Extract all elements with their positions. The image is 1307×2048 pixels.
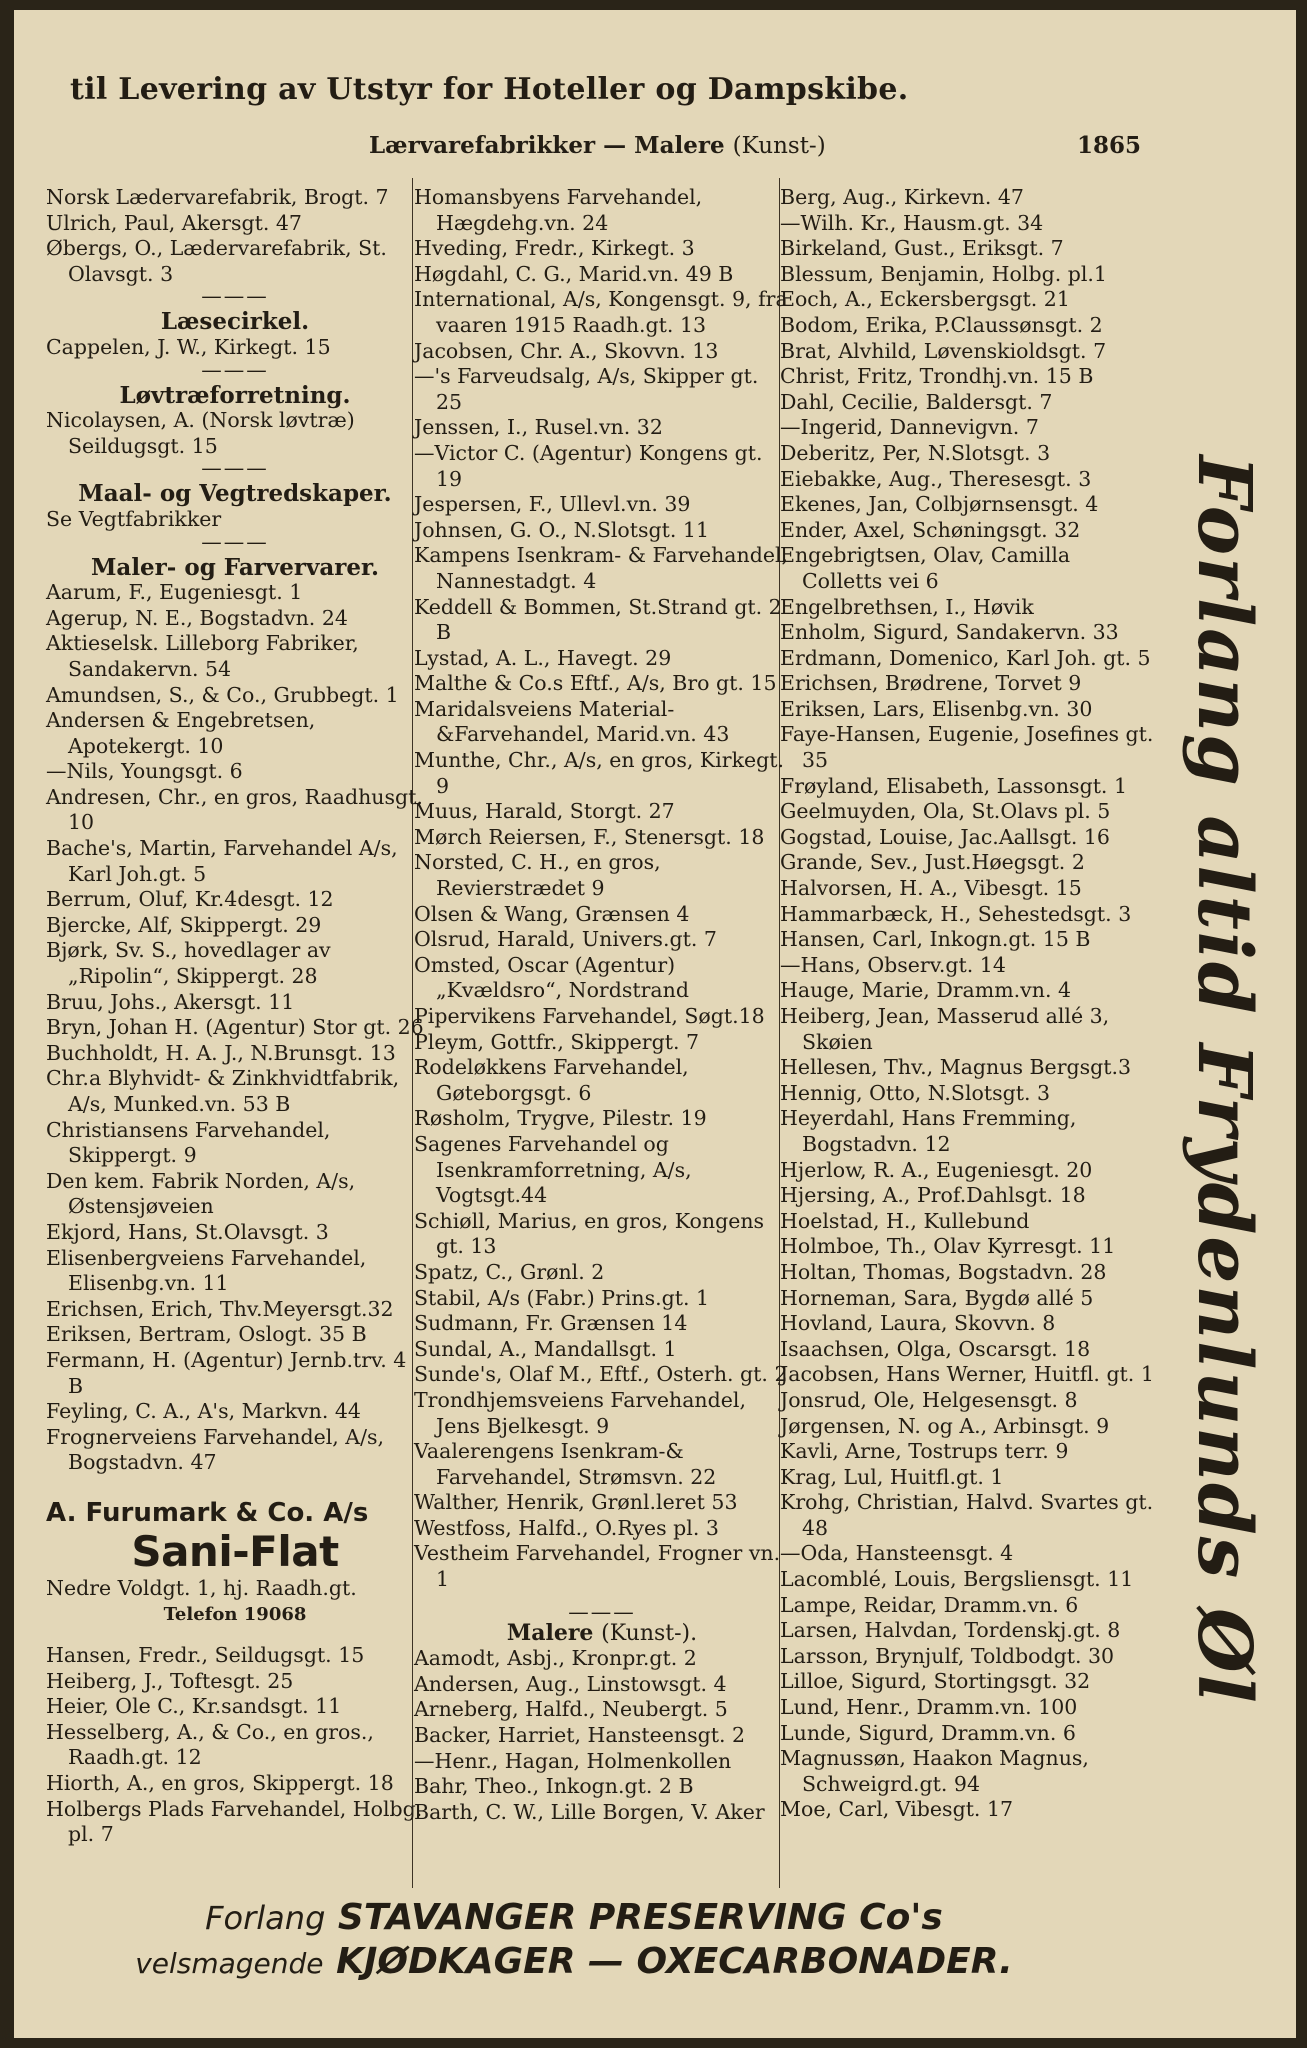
list-item: Jespersen, F., Ullevl.vn. 39 [414,492,691,517]
list-item: Frøyland, Elisabeth, Lassonsgt. 1 [780,773,1128,798]
list-item: Hoelstad, H., Kullebund [780,1208,1030,1233]
list-item: Aktieselsk. Lilleborg Fabriker, Sandakervn. 54 [46,631,359,681]
side-advert-text: Forlang altid Frydenlunds Øl [1181,455,1267,1705]
list-item: Horneman, Sara, Bygdø allé 5 [780,1285,1094,1310]
list-item: Elisenbergveiens Farvehandel, Elisenbg.vn. 11 [46,1245,367,1296]
list-item: Bache's, Martin, Farvehandel A/s, Karl Joh.gt. 5 [46,836,398,886]
list-item: Hauge, Marie, Dramm.vn. 4 [780,978,1072,1003]
list-item: Bahr, Theo., Inkogn.gt. 2 B [414,1774,694,1799]
list-item: Stabil, A/s (Fabr.) Prins.gt. 1 [414,1285,710,1310]
list-item: Sudmann, Fr. Grænsen 14 [414,1311,688,1336]
list-item: International, A/s, Kongensgt. 9, fra vaaren 1915 Raadh.gt. 13 [414,287,788,337]
list-item: Krohg, Christian, Halvd. Svartes gt. 48 [780,1490,1154,1540]
list-item: Jenssen, I., Rusel.vn. 32 [414,415,663,440]
separator: ——— [201,456,269,481]
list-item: Schiøll, Marius, en gros, Kongens gt. 13 [414,1208,765,1259]
list-item: Sagenes Farvehandel og Isenkramforretning, A/s, Vogtsgt.44 [414,1131,692,1208]
list-item: Homansbyens Farvehandel, Hægdehg.vn. 24 [414,185,703,235]
list-item: Holbergs Plads Farvehandel, Holbg. pl. 7 [46,1796,423,1847]
list-item: Larsen, Halvdan, Tordenskj.gt. 8 [780,1618,1121,1643]
list-item: —Nils, Youngsgt. 6 [46,759,243,784]
list-item: Olsen & Wang, Grænsen 4 [414,901,690,926]
block-malere-cont [780,185,1156,1823]
heading-laesecirkel: Læsecirkel. [160,308,310,336]
list-item: Omsted, Oscar (Agentur) „Kvældsro“, Nordstrand [414,952,689,1003]
list-item: Keddell & Bommen, St.Strand gt. 2 B [414,594,782,645]
ad-sani-flat: Sani-Flat [131,1526,339,1576]
ad-telephone: Telefon 19068 [163,1603,307,1625]
column-1 [46,185,424,1848]
list-item: Bjørk, Sv. S., hovedlager av „Ripolin“, Skippergt. 28 [46,938,331,989]
list-item: Berg, Aug., Kirkevn. 47 [780,185,1024,209]
list-item: Norsted, C. H., en gros, Revierstrædet 9 [414,850,661,901]
list-item: Kampens Isenkram- & Farvehandel, Nannestadgt. 4 [414,543,789,593]
list-item: Aarum, F., Eugeniesgt. 1 [46,580,303,605]
list-item: Munthe, Chr., A/s, en gros, Kirkegt. 9 [414,748,785,798]
list-item: Andresen, Chr., en gros, Raadhusgt. 10 [46,784,423,835]
running-head-main: Lærvarefabrikker — Malere [369,132,725,159]
list-item: Barth, C. W., Lille Borgen, V. Aker [414,1799,765,1824]
list-item: Røsholm, Trygve, Pilestr. 19 [414,1106,707,1131]
running-head-sub: (Kunst-) [732,133,826,159]
list-item: Bodom, Erika, P.Claussønsgt. 2 [780,312,1103,337]
list-item: Se Vegtfabrikker [46,506,222,531]
list-item: —Victor C. (Agentur) Kongens gt. 19 [414,440,763,491]
list-item: Feyling, C. A., A's, Markvn. 44 [46,1399,361,1424]
list-item: Gogstad, Louise, Jac.Aallsgt. 16 [780,824,1110,849]
running-head [369,132,839,159]
heading-lovtraeforretning: Løvtræforretning. [119,381,351,409]
list-item: Sunde's, Olaf M., Eftf., Osterh. gt. 2 [414,1362,788,1387]
block-lovtraeforretning [46,408,424,459]
bottom-advert-line-2 [74,1940,1074,1986]
list-item: Jørgensen, N. og A., Arbinsgt. 9 [780,1413,1110,1438]
block-malere [414,1646,790,1825]
list-item: Bryn, Johan H. (Agentur) Stor gt. 26 [46,1015,424,1040]
list-item: Trondhjemsveiens Farvehandel, Jens Bjelkesgt. 9 [414,1387,746,1438]
list-item: Magnussøn, Haakon Magnus, Schweigrd.gt. 94 [780,1746,1089,1796]
list-item: —Wilh. Kr., Hausm.gt. 34 [780,210,1044,235]
list-item: Johnsen, G. O., N.Slotsgt. 11 [414,517,710,542]
list-item: —Henr., Hagan, Holmenkollen [414,1748,732,1773]
column-2 [414,185,790,1825]
list-item: Malthe & Co.s Eftf., A/s, Bro gt. 15 [414,671,777,696]
heading-malere-main: Malere [506,1619,594,1646]
list-item: Hjersing, A., Prof.Dahlsgt. 18 [780,1183,1086,1208]
list-item: Larsson, Brynjulf, Toldbodgt. 30 [780,1643,1115,1668]
bottom-advert-line-1 [74,1896,1074,1940]
list-item: Ulrich, Paul, Akersgt. 47 [46,210,302,235]
list-item: Hiorth, A., en gros, Skippergt. 18 [46,1771,394,1796]
list-item: —'s Farveudsalg, A/s, Skipper gt. 25 [414,364,759,414]
list-item: Pleym, Gottfr., Skippergt. 7 [414,1029,700,1054]
list-item: —Oda, Hansteensgt. 4 [780,1541,1014,1566]
heading-maler-farvervarer: Maler- og Farvervarer. [90,553,380,581]
list-item: Christ, Fritz, Trondhj.vn. 15 B [780,364,1094,389]
block-laesecirkel [46,335,424,361]
heading-malere [414,1621,790,1647]
list-item: Lampe, Reidar, Dramm.vn. 6 [780,1592,1079,1617]
list-item: Arneberg, Halfd., Neubergt. 5 [414,1697,728,1722]
ad-furumark-company: A. Furumark & Co. A/s [46,1497,369,1528]
ad-address: Nedre Voldgt. 1, hj. Raadh.gt. [46,1575,357,1600]
side-advert [1164,455,1284,1705]
top-banner: til Levering av Utstyr for Hoteller og Dampskibe. [70,72,909,107]
heading-maal-vegtredskaper: Maal- og Vegtredskaper. [78,480,392,508]
bottom-advert-forlang: Forlang [205,1899,326,1937]
list-item: Lunde, Sigurd, Dramm.vn. 6 [780,1720,1076,1745]
separator: ——— [201,529,269,554]
list-item: Eoch, A., Eckersbergsgt. 21 [780,287,1070,312]
list-item: Hammarbæck, H., Sehestedsgt. 3 [780,901,1132,926]
list-item: Chr.a Blyhvidt- & Zinkhvidtfabrik, A/s, Munked.vn. 53 B [46,1066,400,1116]
list-item: Ekenes, Jan, Colbjørnsensgt. 4 [780,492,1099,517]
list-item: Jacobsen, Hans Werner, Huitfl. gt. 1 [780,1362,1154,1387]
list-item: Faye-Hansen, Eugenie, Josefines gt. 35 [780,722,1154,773]
list-item: Hesselberg, A., & Co., en gros., Raadh.gt. 12 [46,1719,374,1770]
list-item: Pipervikens Farvehandel, Søgt.18 [414,1004,765,1028]
list-item: Olsrud, Harald, Univers.gt. 7 [414,927,717,952]
bottom-advert-company: STAVANGER PRESERVING Co's [337,1897,943,1938]
list-item: Bjercke, Alf, Skippergt. 29 [46,912,322,937]
list-item: Halvorsen, H. A., Vibesgt. 15 [780,876,1082,901]
list-item: Hjerlow, R. A., Eugeniesgt. 20 [780,1157,1093,1182]
list-item: Ekjord, Hans, St.Olavsgt. 3 [46,1219,329,1244]
list-item: Øbergs, O., Lædervarefabrik, St. Olavsgt. 3 [46,236,387,286]
list-item: Heiberg, Jean, Masserud allé 3, Skøien [780,1004,1110,1054]
list-item: Deberitz, Per, N.Slotsgt. 3 [780,440,1051,465]
list-item: Amundsen, S., & Co., Grubbegt. 1 [46,682,399,707]
list-item: Erdmann, Domenico, Karl Joh. gt. 5 [780,645,1151,670]
list-item: Hellesen, Thv., Magnus Bergsgt.3 [780,1055,1132,1080]
list-item: Birkeland, Gust., Eriksgt. 7 [780,236,1064,261]
list-item: —Hans, Observ.gt. 14 [780,952,1006,977]
list-item: Eiebakke, Aug., Theresesgt. 3 [780,466,1092,491]
list-item: Engebrigtsen, Olav, Camilla Colletts vei 6 [780,543,1071,593]
directory-page [14,10,1296,2038]
block-farvehandel [414,185,790,1593]
list-item: Walther, Henrik, Grønl.leret 53 [414,1490,738,1515]
list-item: Agerup, N. E., Bogstadvn. 24 [46,605,348,630]
list-item: Krag, Lul, Huitfl.gt. 1 [780,1464,1004,1489]
list-item: Dahl, Cecilie, Baldersgt. 7 [780,389,1053,414]
list-item: Rodeløkkens Farvehandel, Gøteborgsgt. 6 [414,1055,689,1105]
block-maler-farvervarer-cont [46,1643,424,1848]
list-item: Bruu, Johs., Akersgt. 11 [46,989,295,1014]
list-item: Heier, Ole C., Kr.sandsgt. 11 [46,1694,342,1719]
list-item: Heiberg, J., Toftesgt. 25 [46,1668,294,1693]
separator: ——— [201,357,269,382]
list-item: Andersen & Engebretsen, Apotekergt. 10 [46,708,316,758]
list-item: Eriksen, Lars, Elisenbg.vn. 30 [780,696,1093,721]
list-item: Lacomblé, Louis, Bergsliensgt. 11 [780,1567,1134,1592]
list-item: Frognerveiens Farvehandel, A/s, Bogstadvn. 47 [46,1424,385,1475]
list-item: Geelmuyden, Ola, St.Olavs pl. 5 [780,799,1111,824]
list-item: Cappelen, J. W., Kirkegt. 15 [46,334,331,359]
list-item: Westfoss, Halfd., O.Ryes pl. 3 [414,1515,719,1540]
bottom-advert-velsmagende: velsmagende [135,1947,324,1980]
column-3 [780,185,1156,1823]
block-maler-farvervarer [46,580,424,1476]
list-item: Maridalsveiens Material-&Farvehandel, Marid.vn. 43 [414,696,730,747]
list-item: Grande, Sev., Just.Høegsgt. 2 [780,850,1085,875]
list-item: Heyerdahl, Hans Fremming, Bogstadvn. 12 [780,1106,1077,1156]
list-item: Backer, Harriet, Hansteensgt. 2 [414,1723,746,1748]
list-item: Brat, Alvhild, Løvenskioldsgt. 7 [780,338,1107,363]
list-item: Vaalerengens Isenkram-& Farvehandel, Strømsvn. 22 [414,1439,717,1489]
block-lærvarer [46,185,424,287]
list-item: Isaachsen, Olga, Oscarsgt. 18 [780,1336,1091,1361]
list-item: Enholm, Sigurd, Sandakervn. 33 [780,620,1119,645]
list-item: Nicolaysen, A. (Norsk løvtræ) Seildugsgt. 15 [46,408,355,458]
list-item: Den kem. Fabrik Norden, A/s, Østensjøveien [46,1168,356,1219]
list-item: Lilloe, Sigurd, Stortingsgt. 32 [780,1669,1091,1694]
list-item: Hansen, Carl, Inkogn.gt. 15 B [780,927,1091,952]
list-item: Hovland, Laura, Skovvn. 8 [780,1311,1056,1336]
list-item: Engelbrethsen, I., Høvik [780,594,1034,619]
list-item: Erichsen, Erich, Thv.Meyersgt.32 [46,1296,394,1321]
list-item: Ender, Axel, Schøningsgt. 32 [780,517,1081,542]
list-item: Hennig, Otto, N.Slotsgt. 3 [780,1080,1051,1105]
list-item: Norsk Lædervarefabrik, Brogt. 7 [46,185,389,209]
list-item: Jacobsen, Chr. A., Skovvn. 13 [414,338,719,363]
list-item: Holmboe, Th., Olav Kyrresgt. 11 [780,1234,1116,1259]
heading-malere-sub: (Kunst-). [601,1620,698,1646]
list-item: Fermann, H. (Agentur) Jernb.trv. 4 B [46,1347,407,1398]
block-maal-vegtredskaper [46,507,424,533]
list-item: Sundal, A., Mandallsgt. 1 [414,1336,677,1361]
list-item: Spatz, C., Grønl. 2 [414,1259,605,1284]
list-item: Erichsen, Brødrene, Torvet 9 [780,671,1082,696]
list-item: Christiansens Farvehandel, Skippergt. 9 [46,1117,331,1168]
list-item: —Ingerid, Dannevigvn. 7 [780,415,1039,440]
list-item: Buchholdt, H. A. J., N.Brunsgt. 13 [46,1040,396,1065]
list-item: Jonsrud, Ole, Helgesensgt. 8 [780,1387,1078,1412]
list-item: Muus, Harald, Storgt. 27 [414,799,675,824]
list-item: Vestheim Farvehandel, Frogner vn. 1 [414,1541,781,1592]
list-item: Holtan, Thomas, Bogstadvn. 28 [780,1259,1107,1284]
bottom-advert [74,1896,1074,1986]
list-item: Mørch Reiersen, F., Stenersgt. 18 [414,824,765,849]
list-item: Berrum, Oluf, Kr.4desgt. 12 [46,887,334,912]
list-item: Lund, Henr., Dramm.vn. 100 [780,1695,1078,1720]
list-item: Høgdahl, C. G., Marid.vn. 49 B [414,261,734,286]
list-item: Eriksen, Bertram, Oslogt. 35 B [46,1322,367,1347]
list-item: Hansen, Fredr., Seildugsgt. 15 [46,1643,365,1668]
list-item: Aamodt, Asbj., Kronpr.gt. 2 [414,1646,697,1671]
page-number: 1865 [1077,132,1142,159]
separator: ——— [201,284,269,309]
list-item: Blessum, Benjamin, Holbg. pl.1 [780,261,1107,286]
list-item: Lystad, A. L., Havegt. 29 [414,645,672,670]
list-item: Moe, Carl, Vibesgt. 17 [780,1797,1014,1822]
separator: ——— [568,1599,636,1624]
list-item: Kavli, Arne, Tostrups terr. 9 [780,1439,1069,1464]
list-item: Andersen, Aug., Linstowsgt. 4 [414,1671,727,1696]
list-item: Hveding, Fredr., Kirkegt. 3 [414,236,695,261]
bottom-advert-products: KJØDKAGER — OXECARBONADER. [336,1941,1013,1982]
